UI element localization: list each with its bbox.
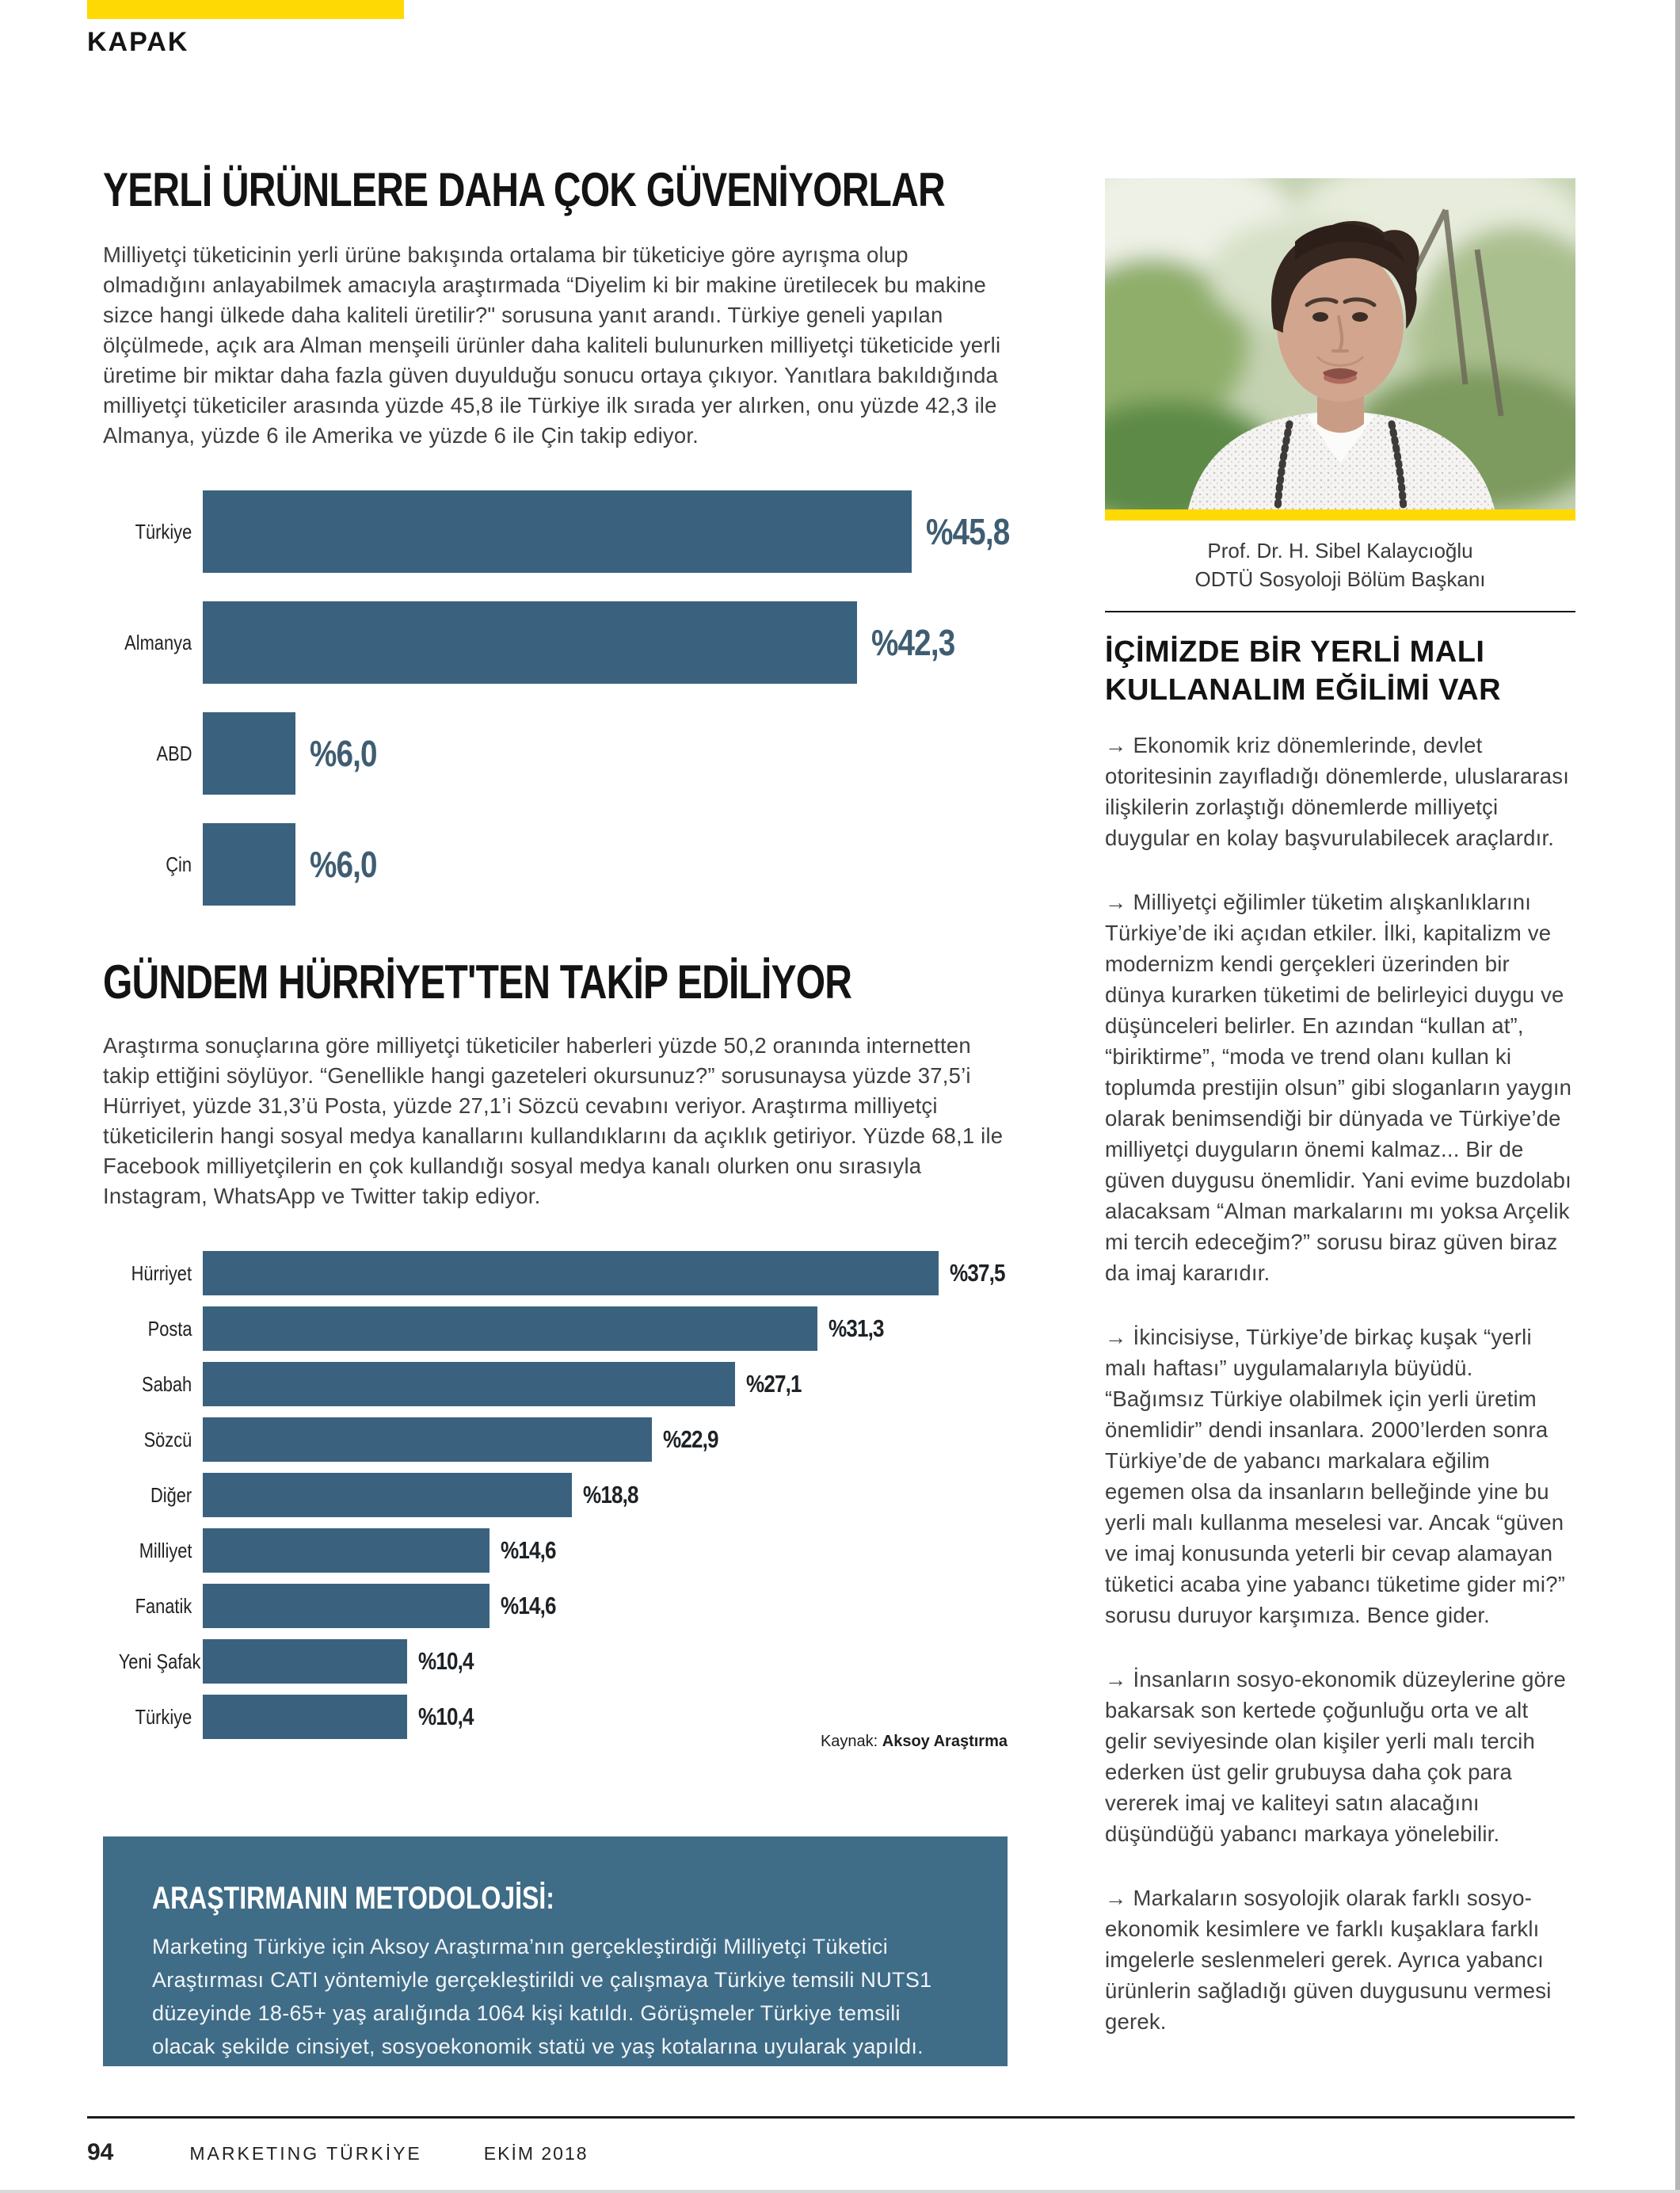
sidebar-paragraph: → Milliyetçi eğilimler tüketim alışkanlıklarını Türkiye’de iki açıdan etkiler. İlki, kapitalizm ve modernizm kendi gerçekleri üzerinden bir dünya kurarken tüketimi de belirleyici duygu ve düşünceleri belirler. En azından “kullan at”, “biriktirme”, “moda ve trend olanı kullan ki toplumda prestijin olsun” gibi sloganların yaygın olarak benimsendiği bir dünyada ve Türkiye’de milliyetçi duyguların önemi kalmaz... Bir de güven duygusu önemlidir. Yani evime buzdolabı alacaksam “Alman markalarını mı yoksa Arçelik mi tercih edeceğim?” sorusu biraz güven biraz da imaj kararıdır. xyxy=(1105,890,1572,1285)
chart-row xyxy=(103,1251,1008,1295)
bar xyxy=(203,1417,652,1462)
chart-bar-track xyxy=(203,1362,1008,1406)
chart-category-label: Almanya xyxy=(124,630,192,654)
photo-caption xyxy=(1105,536,1575,593)
bar-value-label: %27,1 xyxy=(745,1370,802,1398)
chart-row xyxy=(103,490,1008,573)
sidebar-title: İÇİMİZDE BİR YERLİ MALI KULLANALIM EĞİLİMİ VAR xyxy=(1105,635,1502,707)
chart-bar-track xyxy=(203,1251,1008,1295)
chart-category-label: Sözcü xyxy=(143,1427,192,1451)
chart-row xyxy=(103,1417,1008,1462)
chart-row xyxy=(103,823,1008,906)
bar-value-label: %10,4 xyxy=(417,1703,474,1730)
page-number: 94 xyxy=(87,2139,114,2165)
methodology-box xyxy=(103,1836,1008,2066)
article2-body: Araştırma sonuçlarına göre milliyetçi tüketiciler haberleri yüzde 50,2 oranında internetten takip ettiğini söylüyor. “Genellikle hangi gazeteleri okursunuz?” sorusunaysa yüzde 37,5’i Hürriyet, yüzde 31,3’ü Posta, yüzde 27,1’i Sözcü cevabını veriyor. Araştırma milliyetçi tüketicilerin hangi sosyal medya kanallarını kullandıklarını da açıklık getiriyor. Yüzde 68,1 ile Facebook milliyetçilerin en çok kullandığı sosyal medya kanalı olurken onu sırasıyla Instagram, WhatsApp ve Twitter takip ediyor. xyxy=(103,1033,1004,1208)
chart-category-label: Diğer xyxy=(150,1482,192,1507)
bar xyxy=(203,1306,817,1351)
chart-row xyxy=(103,1362,1008,1406)
bar-value-label: %45,8 xyxy=(925,511,1010,552)
chart-category-label: Posta xyxy=(147,1316,192,1341)
chart-bar-track xyxy=(203,823,1008,906)
chart-category-label: Fanatik xyxy=(135,1593,192,1618)
country-quality-chart xyxy=(103,490,1008,906)
chart-source-label: Kaynak: xyxy=(820,1733,878,1750)
divider xyxy=(1105,611,1575,612)
bar-value-label: %18,8 xyxy=(582,1481,638,1508)
bar xyxy=(203,601,857,684)
bar-value-label: %22,9 xyxy=(663,1425,719,1453)
article1-title: YERLİ ÜRÜNLERE DAHA ÇOK GÜVENİYORLAR xyxy=(103,163,945,216)
newspaper-readership-chart xyxy=(103,1251,1008,1739)
bar xyxy=(203,1362,735,1406)
sidebar-paragraph: → Ekonomik kriz dönemlerinde, devlet otoritesinin zayıfladığı dönemlerde, uluslararası ilişkilerin zorlaştığı dönemlerde milliyetçi duygular en kolay başvurulabilecek araçlardır. xyxy=(1105,733,1570,850)
chart-bar-track xyxy=(203,1528,1008,1573)
bar-value-label: %14,6 xyxy=(500,1536,556,1564)
bar xyxy=(203,1473,572,1517)
chart-category-label: Türkiye xyxy=(135,519,192,543)
chart-category-label: Çin xyxy=(166,852,192,876)
chart-source-name: Aksoy Araştırma xyxy=(882,1733,1008,1750)
chart-category-label: Milliyet xyxy=(139,1538,192,1562)
chart-row xyxy=(103,1584,1008,1628)
chart-bar-track xyxy=(203,601,1008,684)
right-column xyxy=(1105,178,1575,2037)
chart-row xyxy=(103,1639,1008,1684)
chart-bar-track xyxy=(203,490,1008,573)
methodology-body: Marketing Türkiye için Aksoy Araştırma’nın gerçekleştirdiği Milliyetçi Tüketici Araştırması CATI yöntemiyle gerçekleştirildi ve çalışmaya Türkiye temsili NUTS1 düzeyinde 18-65+ yaş aralığında 1064 kişi katıldı. Görüşmeler Türkiye temsili olacak şekilde cinsiyet, sosyoekonomik statü ve yaş kotalarına uyularak yapıldı. xyxy=(152,1935,932,2058)
bar xyxy=(203,1251,939,1295)
chart-bar-track xyxy=(203,1306,1008,1351)
bar-value-label: %14,6 xyxy=(500,1592,556,1619)
bar xyxy=(203,1639,407,1684)
bar-value-label: %6,0 xyxy=(310,844,377,885)
sidebar-paragraph: → Markaların sosyolojik olarak farklı sosyo-ekonomik kesimlere ve farklı kuşaklara farklı imgelerle seslenmeleri gerek. Ayrıca yabancı ürünlerin sağladığı güven duygusunu vermesi gerek. xyxy=(1105,1886,1552,2034)
chart-category-label: Türkiye xyxy=(135,1704,192,1729)
sidebar-paragraphs xyxy=(1105,730,1575,2037)
left-column xyxy=(103,162,1008,1751)
chart-bar-track xyxy=(203,1417,1008,1462)
chart-bar-track xyxy=(203,1473,1008,1517)
page-edge-bottom xyxy=(0,2190,1680,2193)
article2-title: GÜNDEM HÜRRİYET'TEN TAKİP EDİLİYOR xyxy=(103,955,852,1009)
bar-value-label: %6,0 xyxy=(310,733,377,774)
chart-category-label: Sabah xyxy=(141,1371,192,1396)
page-edge-right xyxy=(1675,0,1680,2193)
chart-bar-track xyxy=(203,1639,1008,1684)
section-label: KAPAK xyxy=(87,27,189,57)
bar-value-label: %10,4 xyxy=(417,1647,474,1675)
chart-bar-track xyxy=(203,1584,1008,1628)
footer-issue: EKİM 2018 xyxy=(483,2143,589,2164)
sidebar-paragraph: → İkincisiyse, Türkiye’de birkaç kuşak “yerli malı haftası” uygulamalarıyla büyüdü. “Bağımsız Türkiye olabilmek için yerli üretim önemlidir” dendi insanlara. 2000’lerden sonra Türkiye’de de yabancı markalara eğilim egemen olsa da insanların belleğinde yine bu yerli malı kullanma meselesi var. Ancak “güven ve imaj konusunda yeterli bir cevap alamayan tüketici acaba yine yabancı tüketime gider mi?” sorusu duruyor karşımıza. Bence gider. xyxy=(1105,1325,1566,1627)
footer-magazine-name: MARKETING TÜRKİYE xyxy=(189,2143,422,2164)
section-accent-bar xyxy=(87,0,404,19)
bar xyxy=(203,1584,490,1628)
chart-row xyxy=(103,712,1008,795)
bar xyxy=(203,490,912,573)
chart-row xyxy=(103,601,1008,684)
chart-category-label: ABD xyxy=(156,741,192,765)
chart-bar-track xyxy=(203,712,1008,795)
bar xyxy=(203,1695,407,1739)
methodology-title: ARAŞTIRMANIN METODOLOJİSİ: xyxy=(152,1881,554,1916)
portrait-photo-illustration xyxy=(1105,178,1575,509)
chart-row xyxy=(103,1473,1008,1517)
bar xyxy=(203,712,295,795)
page-footer xyxy=(87,2116,1575,2166)
chart-category-label: Yeni Şafak xyxy=(118,1649,201,1673)
article1-body: Milliyetçi tüketicinin yerli ürüne bakışında ortalama bir tüketiciye göre ayrışma olup olmadığını anlayabilmek amacıyla araştırmada “Diyelim ki bir makine üretilecek bu makine sizce hangi ülkede daha kaliteli üretilir?" sorusuna yanıt arandı. Türkiye geneli yapılan ölçülmede, açık ara Alman menşeili ürünler daha kaliteli bulunurken milliyetçi tüketicide yerli üretime bir miktar daha fazla güven duyulduğu sonucu ortaya çıkıyor. Yanıtlara bakıldığında milliyetçi tüketiciler arasında yüzde 45,8 ile Türkiye ilk sırada yer alırken, onu yüzde 42,3 ile Almanya, yüzde 6 ile Amerika ve yüzde 6 ile Çin takip ediyor. xyxy=(103,242,1001,448)
bar-value-label: %42,3 xyxy=(871,622,955,663)
sidebar-paragraph: → İnsanların sosyo-ekonomik düzeylerine göre bakarsak son kertede çoğunluğu orta ve alt gelir seviyesinde olan kişiler yerli malı tercih ederken üst gelir grubuysa daha çok para vererek imaj ve kaliteyi satın alacağını düşündüğü yabancı markaya yönelebilir. xyxy=(1105,1667,1567,1846)
chart-category-label: Hürriyet xyxy=(131,1260,192,1285)
bar-value-label: %31,3 xyxy=(828,1314,884,1342)
bar xyxy=(203,823,295,906)
chart-row xyxy=(103,1306,1008,1351)
portrait-photo xyxy=(1105,178,1575,521)
chart-row xyxy=(103,1528,1008,1573)
bar xyxy=(203,1528,490,1573)
photo-caption-role: ODTÜ Sosyoloji Bölüm Başkanı xyxy=(1194,567,1486,591)
photo-caption-name: Prof. Dr. H. Sibel Kalaycıoğlu xyxy=(1207,539,1473,563)
bar-value-label: %37,5 xyxy=(950,1259,1005,1287)
